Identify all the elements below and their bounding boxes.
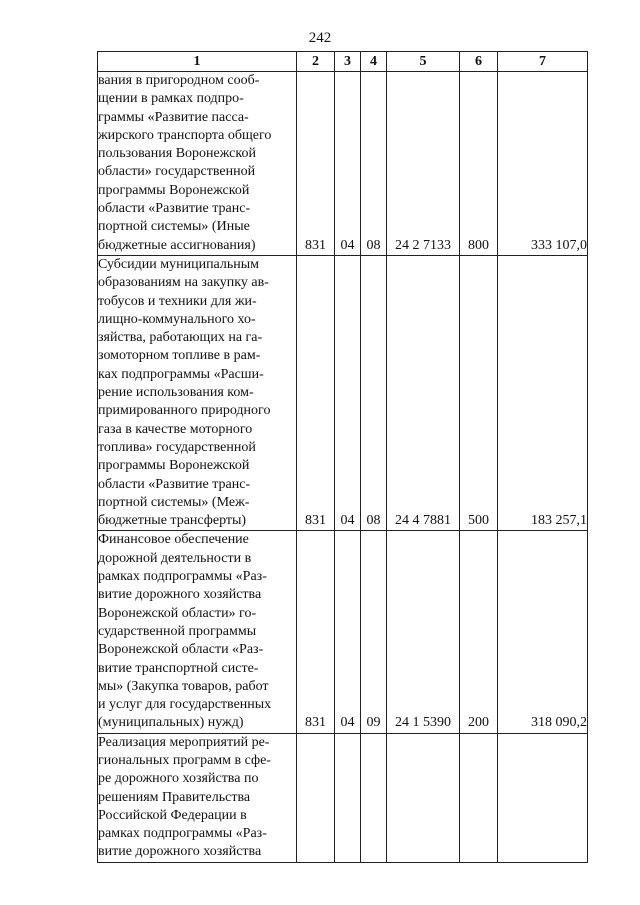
row-description-cell [98,255,297,530]
subsection-code [361,733,387,862]
header-col-2: 2 [297,52,335,72]
page-number: 242 [308,30,332,46]
header-col-4: 4 [361,52,387,72]
table-row [98,255,588,530]
row-description: вания в пригородном сооб- щении в рамках подпро- граммы «Развитие пасса- жирского транспорта общего пользования Воронежской области» государственной программы Воронежской области «Развитие транс- портной системы» (Иные бюджетные ассигнования) [98,73,272,253]
amount-value: 333 107,0 [498,72,588,256]
row-description: Субсидии муниципальным образованиям на закупку ав- тобусов и техники для жи- лищно-коммунального хо- зяйства, работающих на га- зомоторном топливе в рам- ках подпрограммы «Расши- рение использования ком- примированного природного газа в качестве моторного топлива» государственной программы Воронежской области «Развитие транс- портной системы» (Меж- бюджетные трансферты) [98,256,271,529]
row-description-cell [98,72,297,256]
row-description: Реализация мероприятий ре- гиональных программ в сфе- ре дорожного хозяйства по решениям Правительства Российской Федерации в рамках подпрограммы «Раз- витие дорожного хозяйства [98,734,271,860]
row-description-cell [98,531,297,733]
amount-value: 318 090,2 [498,531,588,733]
subsection-code: 08 [361,255,387,530]
header-col-1: 1 [98,52,297,72]
section-code [335,733,361,862]
target-article-code: 24 2 7133 [387,72,460,256]
target-article-code: 24 4 7881 [387,255,460,530]
target-article-code [387,733,460,862]
subsection-code: 09 [361,531,387,733]
header-col-6: 6 [460,52,498,72]
target-article-code: 24 1 5390 [387,531,460,733]
header-col-3: 3 [335,52,361,72]
header-col-5: 5 [387,52,460,72]
row-description-cell [98,733,297,862]
subsection-code: 08 [361,72,387,256]
ministry-code: 831 [297,531,335,733]
header-col-7: 7 [498,52,588,72]
expense-type-code: 800 [460,72,498,256]
expense-type-code: 200 [460,531,498,733]
table-row [98,531,588,733]
expense-type-code [460,733,498,862]
section-code: 04 [335,72,361,256]
ministry-code: 831 [297,72,335,256]
ministry-code: 831 [297,255,335,530]
section-code: 04 [335,531,361,733]
amount-value [498,733,588,862]
header-row [98,52,588,72]
table-row [98,72,588,256]
table-row [98,733,588,862]
ministry-code [297,733,335,862]
amount-value: 183 257,1 [498,255,588,530]
section-code: 04 [335,255,361,530]
row-description: Финансовое обеспечение дорожной деятельности в рамках подпрограммы «Раз- витие дорожного хозяйства Воронежской области» го- сударственной программы Воронежской области «Раз- витие транспортной систе- мы» (Закупка товаров, работ и услуг для государственных (муниципальных) нужд) [98,532,272,731]
budget-table [97,51,588,863]
expense-type-code: 500 [460,255,498,530]
